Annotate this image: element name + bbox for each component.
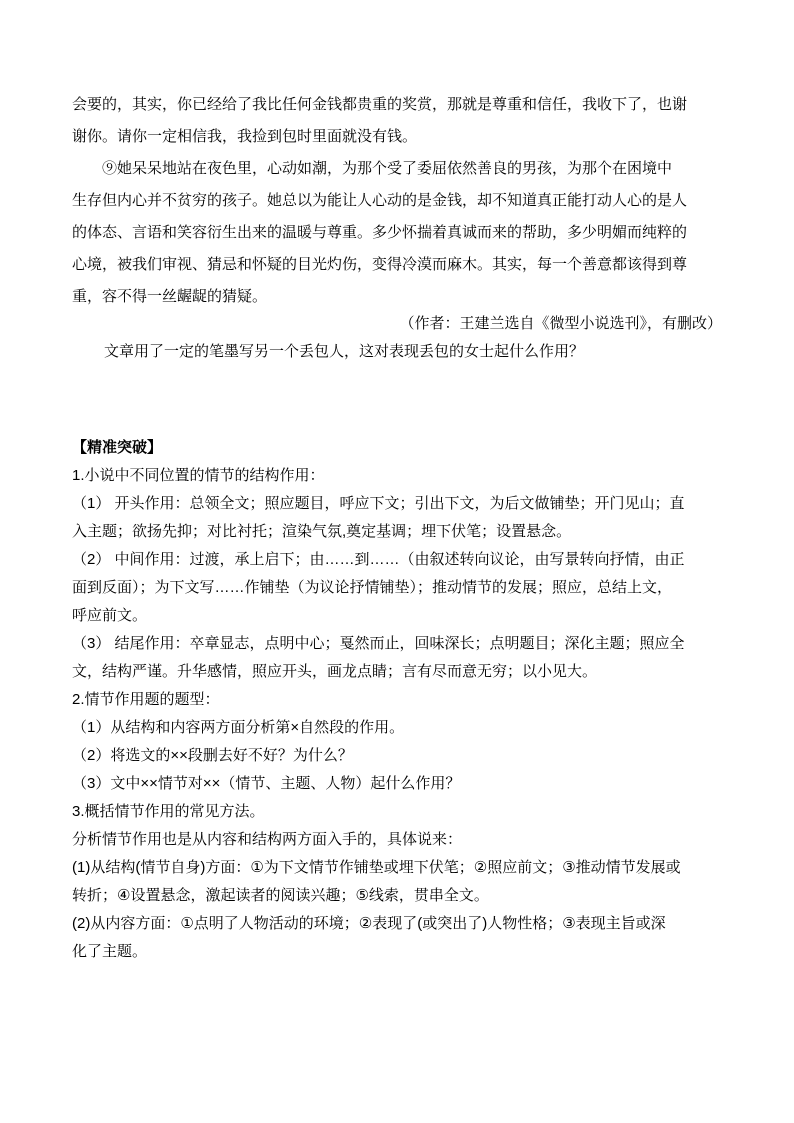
section-line: 1.小说中不同位置的情节的结构作用： — [72, 467, 325, 484]
story-line: 会要的，其实，你已经给了我比任何金钱都贵重的奖赏，那就是尊重和信任，我收下了，也谢 — [72, 95, 688, 113]
breakthrough-section — [72, 434, 722, 966]
section-line: （1） 开头作用：总领全文；照应题目，呼应下文；引出下文，为后文做铺垫；开门见山；直 — [72, 495, 685, 512]
story-line: 的体态、言语和笑容衍生出来的温暖与尊重。多少怀揣着真诚而来的帮助，多少明媚而纯粹的 — [72, 223, 688, 241]
story-line: 谢你。请你一定相信我，我捡到包时里面就没有钱。 — [72, 127, 418, 145]
section-line: 化了主题。 — [72, 943, 148, 960]
section-line: (1)从结构(情节自身)方面：①为下文情节作铺垫或埋下伏笔；②照应前文；③推动情节发展或 — [72, 859, 681, 876]
section-line: (2)从内容方面：①点明了人物活动的环境；②表现了(或突出了)人物性格；③表现主旨或深 — [72, 915, 666, 932]
story-line: ⑨她呆呆地站在夜色里，心动如潮，为那个受了委屈依然善良的男孩，为那个在困境中 — [102, 159, 673, 177]
section-line: 入主题；欲扬先抑；对比衬托；渲染气氛,奠定基调；埋下伏笔；设置悬念。 — [72, 523, 572, 540]
story-line: 生存但内心并不贫穷的孩子。她总以为能让人心动的是金钱，却不知道真正能打动人心的是人 — [72, 191, 688, 209]
section-line: 文，结构严谨。升华感情，照应开头，画龙点睛；言有尽而意无穷；以小见大。 — [72, 663, 598, 680]
question-text: 文章用了一定的笔墨写另一个丢包人，这对表现丢包的女士起什么作用？ — [104, 343, 585, 360]
section-heading: 【精准突破】 — [72, 439, 163, 456]
section-line: （1）从结构和内容两方面分析第×自然段的作用。 — [72, 719, 405, 736]
section-line: （2） 中间作用：过渡，承上启下；由……到……（由叙述转向议论，由写景转向抒情，由正 — [72, 551, 685, 568]
section-line: 分析情节作用也是从内容和结构两方面入手的，具体说来： — [72, 831, 463, 848]
source-credit: （作者：王建兰选自《微型小说选刊》，有删改） — [399, 315, 722, 332]
section-line: （3） 结尾作用：卒章显志，点明中心；戛然而止，回味深长；点明题目；深化主题；照应全 — [72, 635, 685, 652]
section-line: 转折；④设置悬念，激起读者的阅读兴趣；⑤线索，贯串全文。 — [72, 887, 489, 904]
section-line: 3.概括情节作用的常见方法。 — [72, 803, 265, 820]
section-line: （3）文中××情节对××（情节、主题、人物）起什么作用？ — [72, 775, 461, 792]
section-line: （2）将选文的××段删去好不好？为什么？ — [72, 747, 353, 764]
story-line: 心境，被我们审视、猜忌和怀疑的目光灼伤，变得冷漠而麻木。其实，每一个善意都该得到尊 — [72, 255, 688, 273]
story-line: 重，容不得一丝龌龊的猜疑。 — [72, 287, 268, 305]
section-line: 2.情节作用题的题型： — [72, 691, 220, 708]
story-text — [72, 88, 722, 312]
section-line: 面到反面）；为下文写……作铺垫（为议论抒情铺垫）；推动情节的发展；照应，总结上文， — [72, 579, 673, 596]
section-line: 呼应前文。 — [72, 607, 148, 624]
